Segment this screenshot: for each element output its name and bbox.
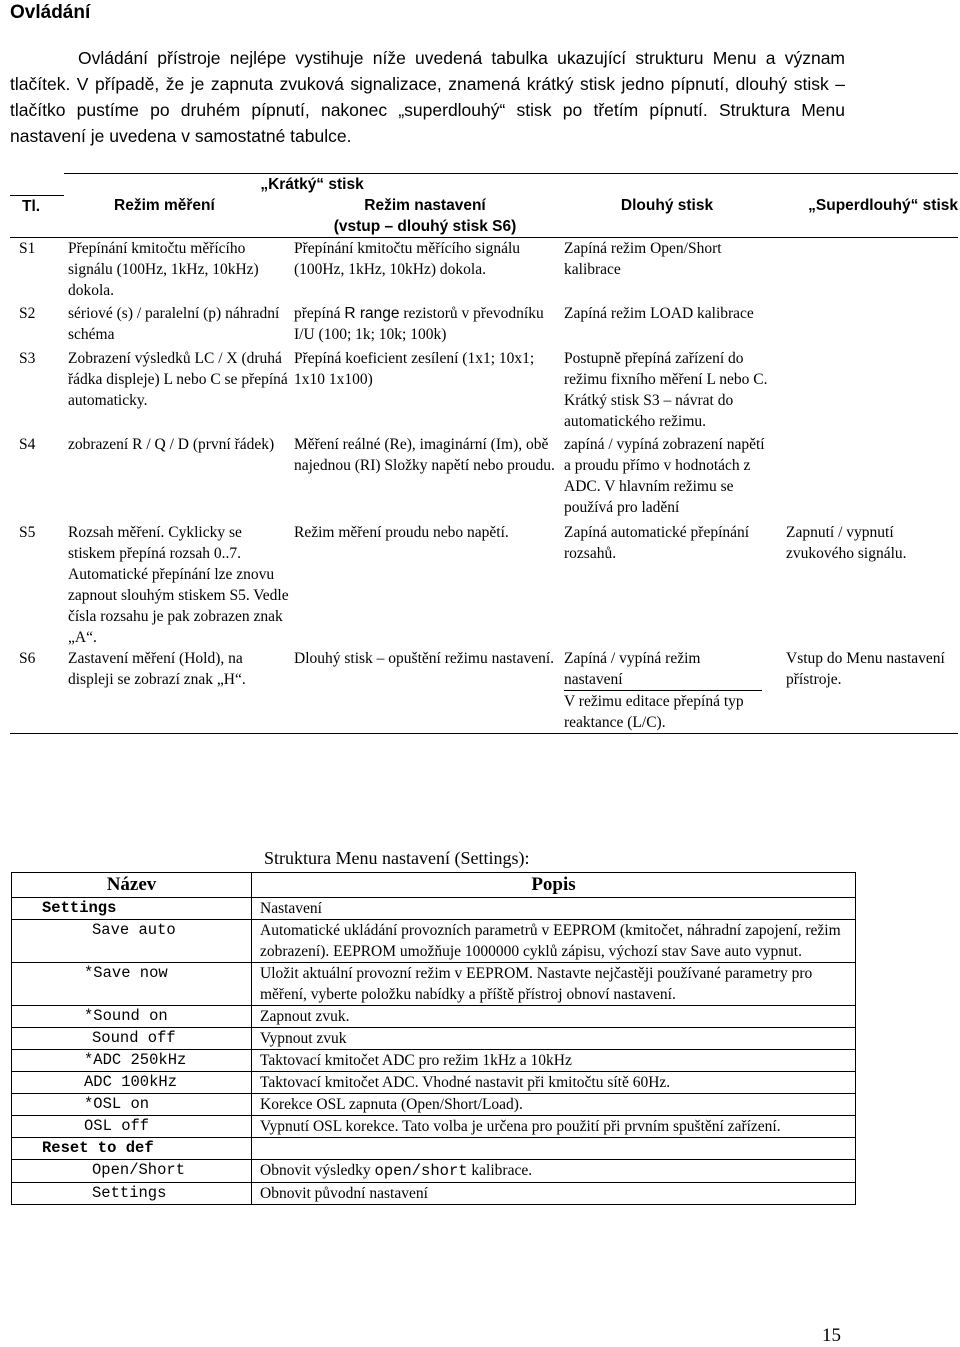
long-cell: Zapíná režim LOAD kalibrace: [564, 305, 754, 322]
key-row-s4: [10, 432, 958, 518]
settings-row: [12, 920, 856, 963]
setting-desc: Vypnout zvuk: [252, 1028, 856, 1050]
measure-cell: Rozsah měření. Cyklicky se stiskem přepíná rozsah 0..7. Automatické přepínání lze znovu zapnout slouhým stiskem S5. Vedle čísla rozsahu je pak zobrazen znak „A“.: [68, 524, 289, 646]
settings-table: [11, 872, 856, 1205]
settings-row: [12, 1072, 856, 1094]
setting-desc: Automatické ukládání provozních parametrů v EEPROM (kmitočet, náhradní zapojení, režim zobrazení). EEPROM umožňuje 1000000 cyklů zápisu, výchozí stav Save auto vypnut.: [252, 920, 856, 963]
key-label: S1: [10, 238, 64, 302]
settings-mode-note: (vstup – dlouhý stisk S6): [333, 218, 517, 235]
long-cell: zapíná / vypíná zobrazení napětí a proudu přímo v hodnotách z ADC. V hlavním režimu se používá pro ladění: [564, 436, 765, 516]
superlong-cell: Zapnutí / vypnutí zvukového signálu.: [786, 524, 907, 562]
superlong-cell: [774, 432, 958, 518]
settings-row: [12, 1050, 856, 1072]
long-cell: [560, 648, 774, 734]
settings-row: [12, 1160, 856, 1183]
settings-row: [12, 1006, 856, 1028]
settings-cell: Měření reálné (Re), imaginární (Im), obě najednou (RI) Složky napětí nebo proudu.: [294, 436, 555, 474]
section-heading: Ovládání: [10, 2, 91, 23]
key-label: S4: [19, 436, 36, 453]
setting-name: *Sound on: [12, 1006, 252, 1028]
setting-name: *Save now: [12, 963, 252, 1006]
setting-name: Sound off: [12, 1028, 252, 1050]
long-cell: Postupně přepíná zařízení do režimu fixního měření L nebo C. Krátký stisk S3 – návrat do automatického režimu.: [564, 350, 768, 430]
setting-desc: Vypnutí OSL korekce. Tato volba je určena pro použití při prvním spuštění zařízení.: [252, 1116, 856, 1138]
superlong-cell: [774, 345, 958, 432]
key-label: S3: [19, 350, 36, 367]
key-row-s3: [10, 345, 958, 432]
r-range-term: R range: [344, 305, 400, 322]
setting-name: OSL off: [12, 1116, 252, 1138]
setting-name: ADC 100kHz: [12, 1072, 252, 1094]
setting-desc: Obnovit výsledky open/short kalibrace.: [252, 1160, 856, 1183]
key-label: S6: [10, 648, 64, 734]
setting-name: *OSL on: [12, 1094, 252, 1116]
measure-cell: Zastavení měření (Hold), na displeji se zobrazí znak „H“.: [64, 648, 290, 734]
settings-cell: Přepíná koeficient zesílení (1x1; 10x1; 1x10 1x100): [294, 350, 535, 388]
settings-col-name-header: Název: [12, 873, 252, 898]
measure-cell: Přepínání kmitočtu měřícího signálu (100Hz, 1kHz, 10kHz) dokola.: [64, 238, 290, 302]
setting-desc: Obnovit původní nastavení: [252, 1183, 856, 1205]
key-label: S5: [19, 524, 36, 541]
long-cell-extra: V režimu editace přepíná typ reaktance (L/C).: [564, 693, 744, 731]
measure-cell: sériové (s) / paralelní (p) náhradní schéma: [68, 305, 280, 343]
settings-cell: přepíná R range rezistorů v převodníku I/U (100; 1k; 10k; 100k): [294, 305, 544, 343]
long-cell: Zapíná automatické přepínání rozsahů.: [564, 524, 750, 562]
short-press-header: „Krátký“ stisk: [64, 174, 560, 196]
settings-row: [12, 1094, 856, 1116]
key-row-s6: [10, 648, 958, 734]
settings-cell: Režim měření proudu nebo napětí.: [294, 524, 509, 541]
key-row-s5: [10, 518, 958, 648]
setting-desc: Taktovací kmitočet ADC pro režim 1kHz a 10kHz: [252, 1050, 856, 1072]
superlong-cell: [774, 301, 958, 345]
settings-row: [12, 1138, 856, 1160]
settings-title: Struktura Menu nastavení (Settings):: [264, 848, 530, 868]
page-number: 15: [822, 1325, 841, 1346]
settings-row: [12, 1028, 856, 1050]
long-cell-main: Zapíná / vypíná režim nastavení: [564, 648, 762, 691]
setting-name: Open/Short: [12, 1160, 252, 1183]
measure-cell: Zobrazení výsledků LC / X (druhá řádka displeje) L nebo C se přepíná automaticky.: [68, 350, 288, 409]
setting-desc: Uložit aktuální provozní režim v EEPROM. Nastavte nejčastěji používané parametry pro měření, vyberte položku nabídky a příště přístroj obnoví nastavení.: [252, 963, 856, 1006]
settings-cell: Dlouhý stisk – opuštění režimu nastavení.: [290, 648, 560, 734]
settings-row: [12, 1183, 856, 1205]
settings-mode-header: Režim nastavení (vstup – dlouhý stisk S6): [290, 195, 560, 238]
key-column-header: Tl.: [10, 195, 64, 238]
superlong-cell: Vstup do Menu nastavení přístroje.: [774, 648, 958, 734]
long-cell: Zapíná režim Open/Short kalibrace: [560, 238, 774, 302]
settings-row: [12, 1116, 856, 1138]
setting-desc: Taktovací kmitočet ADC. Vhodné nastavit při kmitočtu sítě 60Hz.: [252, 1072, 856, 1094]
setting-name: Reset to def: [12, 1138, 252, 1160]
settings-cell: Přepínání kmitočtu měřícího signálu (100Hz, 1kHz, 10kHz) dokola.: [290, 238, 560, 302]
key-label: S2: [19, 305, 36, 322]
setting-desc: Nastavení: [252, 898, 856, 920]
settings-row: [12, 898, 856, 920]
settings-row: [12, 963, 856, 1006]
setting-name: Settings: [12, 898, 252, 920]
superlong-cell: [774, 238, 958, 302]
setting-desc: Zapnout zvuk.: [252, 1006, 856, 1028]
measure-mode-header: Režim měření: [114, 197, 215, 214]
settings-col-desc-header: Popis: [252, 873, 856, 898]
key-row-s2: [10, 301, 958, 345]
superlong-press-header: „Superdlouhý“ stisk: [808, 197, 959, 214]
setting-desc: [252, 1138, 856, 1160]
intro-paragraph: Ovládání přístroje nejlépe vystihuje níže uvedená tabulka ukazující strukturu Menu a význam tlačítek. V případě, že je zapnuta zvuková signalizace, znamená krátký stisk jedno pípnutí, dlouhý stisk – tlačítko pustíme po druhém pípnutí, nakonec „superdlouhý“ stisk po třetím pípnutí. Struktura Menu nastavení je uvedena v samostatné tabulce.: [10, 48, 845, 146]
setting-name: *ADC 250kHz: [12, 1050, 252, 1072]
long-press-header: Dlouhý stisk: [620, 197, 714, 214]
key-row-s1: [10, 238, 958, 302]
setting-name: Save auto: [12, 920, 252, 963]
setting-desc: Korekce OSL zapnuta (Open/Short/Load).: [252, 1094, 856, 1116]
key-function-table: [10, 173, 958, 734]
setting-name: Settings: [12, 1183, 252, 1205]
open-short-term: open/short: [374, 1162, 468, 1180]
measure-cell: zobrazení R / Q / D (první řádek): [68, 436, 275, 453]
